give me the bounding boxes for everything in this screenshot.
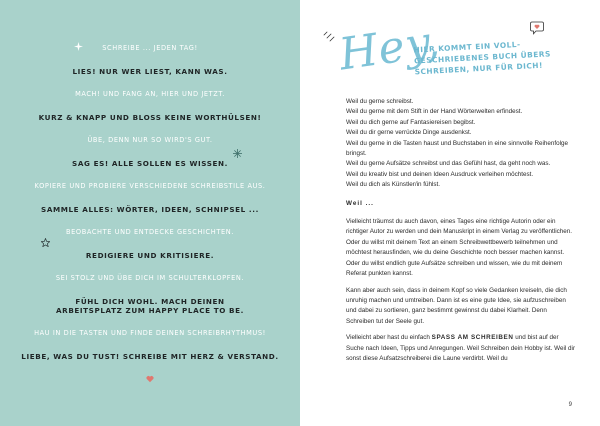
intro-line: Weil du gerne in die Tasten haust und Buchstaben in eine sinnvolle Reihenfolge bringst. [346,139,569,158]
tip-line: MACH! UND FANG AN, HIER UND JETZT. [75,90,225,98]
tip-line: SAG ES! ALLE SOLLEN ES WISSEN. [72,159,228,168]
tip-line: KURZ & KNAPP UND BLOSS KEINE WORTHÜLSEN! [38,113,262,122]
paragraph-text: Vielleicht aber hast du einfach [346,334,432,342]
page-number: 9 [568,402,572,408]
paragraph: Kann aber auch sein, dass in deinem Kopf so viele Gedanken kreiseln, die dich unruhig machen und umtreiben. Dann ist es eine gute Idee, sie aufzuschreiben und dabei zu sortieren, ganz bestimmt gewinnst du dabei Klarheit. Denn Schreiben tut der Seele gut. [346,286,567,325]
intro-line: Weil du gerne mit dem Stift in der Hand Wörterwelten erfindest. [346,108,523,116]
tip-line: LIES! NUR WER LIEST, KANN WAS. [72,67,228,76]
emphasis-text: SPASS AM SCHREIBEN [431,334,514,342]
body-text [346,97,576,370]
headline-tagline: HIER KOMMT EIN VOLL-GESCHRIEBENES BUCH ÜBERS SCHREIBEN, NUR FÜR DICH! [413,39,552,77]
section-heading: Weil ... [346,199,374,207]
tip-line: SEI STOLZ UND ÜBE DICH IM SCHULTERKLOPFEN. [55,274,245,282]
paragraph-text: und bist auf der Suche nach Ideen, Tipps und Anregungen. Weil Schreiben dein Hobby ist. Weil dir sonst diese Aufsatzschreiberei die Laune verdirbt. Weil du [346,334,576,362]
paragraph [346,333,576,364]
tip-line: SAMMLE ALLES: WÖRTER, IDEEN, SCHNIPSEL ... [41,205,259,214]
intro-line: Weil du gerne schreibst. [346,98,414,105]
deco-dashes-icon [322,30,336,49]
writing-tips-list [18,44,282,361]
tip-line: HAU IN DIE TASTEN UND FINDE DEINEN SCHREIBRHYTHMUS! [34,329,266,337]
intro-line: Weil du dich gerne auf Fantasiereisen begibst. [346,118,476,126]
tip-line: SCHREIBE ... JEDEN TAG! [102,44,198,52]
intro-line: Weil du dich als Künstler/in fühlst. [346,181,441,189]
hey-word: Hey, [336,15,444,81]
tip-line: ÜBE, DENN NUR SO WIRD'S GUT. [87,136,213,144]
paragraph: Vielleicht träumst du auch davon, eines Tages eine richtige Autorin oder ein richtiger Autor zu werden und dein Manuskript in einem Verlag zu veröffentlichen. Oder du willst mit deinem Text an einem Schreibwettbewerb teilnehmen und möchtest herausfinden, wie du deine Geschichte noch besser machen kannst. Oder du willst endlich gute Aufsätze schreiben und wissen, wie du mit deinem Referat punkten kannst. [346,218,572,278]
tip-line: BEOBACHTE UND ENTDECKE GESCHICHTEN. [66,228,234,236]
tip-line: KOPIERE UND PROBIERE VERSCHIEDENE SCHREIBSTILE AUS. [34,182,266,190]
heart-icon [146,368,154,387]
intro-line: Weil du kreativ bist und deinen Ideen Ausdruck verleihen möchtest. [346,170,534,178]
hey-headline [336,15,586,100]
right-page [300,0,600,426]
tip-line: LIEBE, WAS DU TUST! SCHREIBE MIT HERZ & VERSTAND. [21,352,279,361]
intro-list [346,97,576,191]
intro-line: Weil du dir gerne verrückte Dinge ausdenkst. [346,129,472,137]
tip-line: FÜHL DICH WOHL. MACH DEINEN ARBEITSPLATZ ZUM HAPPY PLACE TO BE. [56,297,244,315]
intro-line: Weil du gerne Aufsätze schreibst und das Gefühl hast, da geht noch was. [346,160,551,168]
tip-line: REDIGIERE UND KRITISIERE. [85,251,215,260]
